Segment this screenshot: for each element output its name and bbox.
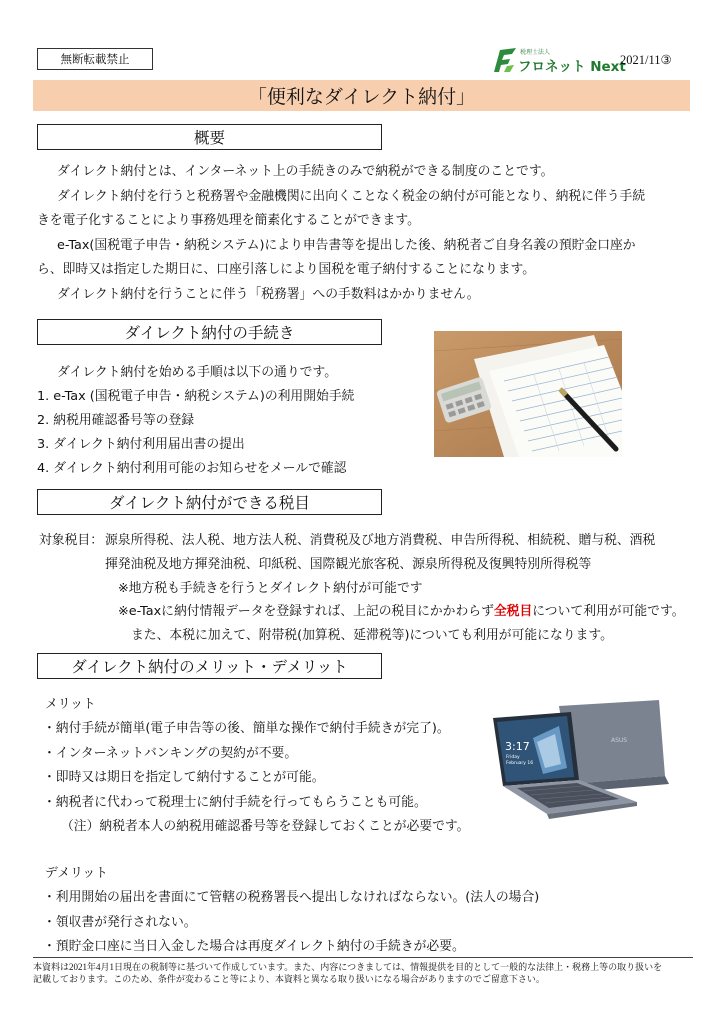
section-heading-merits: ダイレクト納付のメリット・デメリット bbox=[37, 653, 382, 679]
laptop-brand-logo: ASUS bbox=[611, 737, 628, 744]
all-taxes-note-text: ※e-Taxに納付情報データを登録すれば、上記の税目にかかわらず bbox=[118, 604, 494, 619]
logo-text: フロネット Next bbox=[518, 59, 626, 75]
tax-items-label: 対象税目： bbox=[39, 533, 103, 548]
laptop-lock-date: February 16 bbox=[506, 761, 534, 766]
merit-item: ・納付手続が簡単(電子申告等の後、簡単な操作で納付手続きが完了)。 bbox=[43, 721, 450, 736]
all-taxes-emphasis: 全税目 bbox=[493, 604, 533, 619]
no-reproduction-tag: 無断転載禁止 bbox=[37, 48, 153, 70]
overview-paragraph-2-line-2: きを電子化することにより事務処理を簡素化することができます。 bbox=[37, 213, 420, 228]
demerit-list bbox=[43, 886, 539, 960]
overview-text bbox=[37, 160, 693, 307]
overview-paragraph-3-line-2: ら、即時又は指定した期日に、口座引落しにより国税を電子納付することになります。 bbox=[37, 262, 536, 277]
procedure-steps bbox=[37, 385, 354, 481]
procedure-step: 3. ダイレクト納付利用届出書の提出 bbox=[37, 437, 245, 452]
laptop-lock-time: 3:17 bbox=[505, 740, 530, 753]
overview-paragraph-3-line-1: e-Tax(国税電子申告・納税システム)により申告書等を提出した後、納税者ご自身名義の預貯金口座か bbox=[57, 237, 636, 253]
demerit-item: ・預貯金口座に当日入金した場合は再度ダイレクト納付の手続きが必要。 bbox=[43, 939, 465, 954]
procedure-step: 2. 納税用確認番号等の登録 bbox=[37, 413, 195, 428]
incidental-tax-note: また、本税に加えて、附帯税(加算税、延滞税等)についても利用が可能になります。 bbox=[131, 628, 613, 643]
logo-mark-icon bbox=[492, 46, 518, 74]
merit-title: メリット bbox=[45, 697, 96, 712]
disclaimer-line-1: 本資料は2021年4月1日現在の税制等に基づいて作成しています。また、内容につきましては、情報提供を目的として一般的な法律上・税務上等の取り扱いを bbox=[33, 962, 663, 972]
overview-paragraph-2-line-1: ダイレクト納付を行うと税務署や金融機関に出向くことなく税金の納付が可能となり、納税に伴う手続 bbox=[57, 188, 646, 204]
tax-items-line-2: 揮発油税及地方揮発油税、印紙税、国際観光旅客税、源泉所得税及復興特別所得税等 bbox=[105, 557, 592, 572]
footer-divider bbox=[33, 957, 693, 958]
merit-item: ・インターネットバンキングの契約が不要。 bbox=[43, 745, 298, 761]
issue-date: 2021/11③ bbox=[620, 53, 672, 67]
section-heading-overview: 概要 bbox=[37, 124, 382, 150]
tax-items-line-1: 源泉所得税、法人税、地方法人税、消費税及び地方消費税、申告所得税、相続税、贈与税、酒税 bbox=[105, 533, 656, 548]
page-title: 「便利なダイレクト納付」 bbox=[33, 80, 690, 111]
demerit-item: ・領収書が発行されない。 bbox=[43, 914, 197, 930]
demerit-title: デメリット bbox=[45, 866, 108, 881]
tax-documents-photo bbox=[434, 331, 622, 457]
procedure-intro: ダイレクト納付を始める手順は以下の通りです。 bbox=[57, 365, 337, 380]
procedure-step: 4. ダイレクト納付利用可能のお知らせをメールで確認 bbox=[37, 461, 347, 476]
local-tax-note: ※地方税も手続きを行うとダイレクト納付が可能です bbox=[118, 581, 423, 596]
all-taxes-note-text: について利用が可能です。 bbox=[532, 604, 685, 619]
section-heading-taxes: ダイレクト納付ができる税目 bbox=[37, 489, 382, 515]
laptop-photo bbox=[487, 698, 669, 826]
all-taxes-note bbox=[118, 600, 685, 619]
procedure-step: 1. e-Tax (国税電子申告・納税システム)の利用開始手続 bbox=[37, 389, 355, 404]
section-heading-procedure: ダイレクト納付の手続き bbox=[37, 319, 382, 345]
overview-paragraph-1: ダイレクト納付とは、インターネット上の手続きのみで納税ができる制度のことです。 bbox=[57, 164, 554, 179]
company-logo bbox=[492, 46, 626, 75]
logo-subtitle: 税理士法人 bbox=[520, 49, 551, 56]
laptop-lock-day: Friday bbox=[506, 755, 520, 760]
merit-item: ・即時又は期日を指定して納付することが可能。 bbox=[43, 770, 325, 785]
merit-item: ・納税者に代わって税理士に納付手続を行ってもらうことも可能。 bbox=[43, 794, 427, 810]
demerit-item: ・利用開始の届出を書面にて管轄の税務署長へ提出しなければならない。(法人の場合) bbox=[43, 890, 540, 905]
disclaimer bbox=[33, 961, 693, 985]
merit-note: （注）納税者本人の納税用確認番号等を登録しておくことが必要です。 bbox=[61, 819, 470, 834]
merit-list bbox=[43, 717, 469, 840]
overview-paragraph-4: ダイレクト納付を行うことに伴う「税務署」への手数料はかかりません。 bbox=[57, 286, 480, 302]
disclaimer-line-2: 記載しております。このため、条件が変わること等により、本資料と異なる取り扱いになる場合がありますのでご留意下さい。 bbox=[33, 974, 545, 984]
